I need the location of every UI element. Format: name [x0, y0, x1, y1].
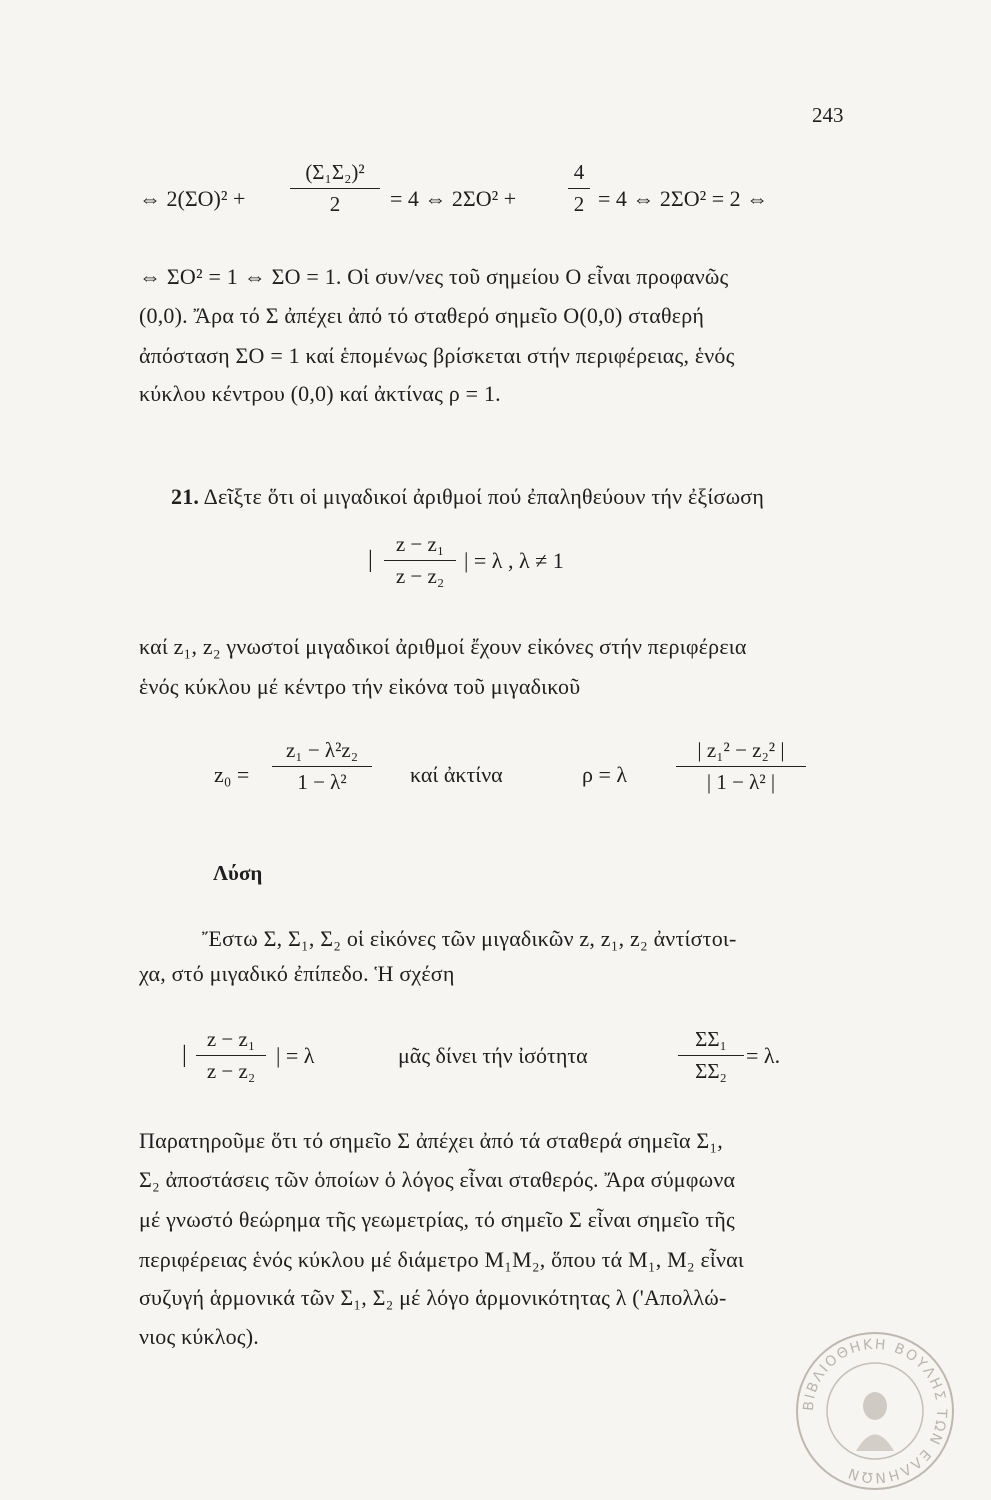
fraction-denominator: 2: [329, 192, 341, 217]
text-line: Ἔστω Σ, Σ₁, Σ₂ οἱ εἰκόνες τῶν μιγαδικῶν z, z₁, z₂ ἀντίστοι-: [202, 926, 737, 951]
fraction-numerator: z − z₁: [395, 532, 445, 556]
fraction-denominator: | 1 − λ² |: [706, 770, 776, 795]
solution-heading: Λύση: [213, 861, 263, 885]
library-stamp-icon: [790, 1326, 960, 1496]
z0-label: z₀ =: [214, 762, 250, 787]
equation-right-side: | = λ: [276, 1043, 315, 1068]
stamp-figure-body: [856, 1435, 894, 1452]
fraction-z-ratio: [384, 532, 456, 589]
fraction-numerator: (Σ₁Σ₂)²: [305, 160, 365, 184]
fraction-bar: [676, 766, 806, 767]
radius-text: καί ἀκτίνα: [410, 762, 503, 787]
gives-text: μᾶς δίνει τήν ἰσότητα: [398, 1043, 588, 1068]
equation-line-1-part-b: = 4 ⇔ 2ΣΟ² +: [390, 186, 517, 211]
equation-line-1-part-a: ⇔ 2(ΣΟ)² +: [139, 186, 246, 211]
rho-label: ρ = λ: [582, 762, 628, 787]
text-line: καί z₁, z₂ γνωστοί μιγαδικοί ἀριθμοί ἔχουν εἰκόνες στήν περιφέρεια: [139, 634, 747, 659]
fraction-numerator: z − z₁: [206, 1027, 256, 1051]
fraction-four-halves: [568, 160, 590, 217]
equation-right-side: | = λ , λ ≠ 1: [464, 548, 564, 573]
problem-statement: [171, 484, 764, 510]
abs-bar-left: |: [182, 1042, 187, 1068]
fraction-denominator: z − z₂: [206, 1059, 256, 1084]
fraction-sigma-squared: [290, 160, 380, 217]
fraction-bar: [272, 766, 372, 767]
text-line: συζυγή ἁρμονικά τῶν Σ₁, Σ₂ μέ λόγο ἁρμονικότητας λ ('Απολλώ-: [139, 1285, 727, 1310]
problem-number: 21.: [171, 484, 200, 509]
text-line: ⇔ ΣΟ² = 1 ⇔ ΣΟ = 1. Οἱ συν/νες τοῦ σημείου Ο εἶναι προφανῶς: [139, 264, 729, 289]
ratio-right-side: = λ.: [746, 1043, 781, 1068]
text-line: Σ₂ ἀποστάσεις τῶν ὁποίων ὁ λόγος εἶναι σταθερός. Ἄρα σύμφωνα: [139, 1167, 736, 1192]
fraction-denominator: ΣΣ₂: [695, 1059, 727, 1084]
fraction-bar: [568, 188, 590, 189]
fraction-z-ratio: [196, 1027, 266, 1084]
text-line: νιος κύκλος).: [139, 1324, 259, 1349]
fraction-bar: [384, 560, 456, 561]
text-line: κύκλου κέντρου (0,0) καί ἀκτίνας ρ = 1.: [139, 381, 501, 406]
fraction-denominator: 2: [573, 192, 585, 217]
text-line: χα, στό μιγαδικό ἐπίπεδο. Ἡ σχέση: [139, 961, 455, 986]
stamp-figure-head: [863, 1392, 887, 1420]
fraction-denominator: 1 − λ²: [297, 770, 347, 795]
stamp-text: ΒΙΒΛΙΟΘΗΚΗ ΒΟΥΛΗΣ ΤΩΝ ΕΛΛΗΝΩΝ: [800, 1336, 950, 1486]
fraction-numerator: | z₁² − z₂² |: [697, 738, 785, 762]
fraction-numerator: 4: [573, 160, 585, 184]
text-line: ἑνός κύκλου μέ κέντρο τήν εἰκόνα τοῦ μιγαδικοῦ: [139, 674, 581, 699]
text-line: ἀπόσταση ΣΟ = 1 καί ἑπομένως βρίσκεται στήν περιφέρειας, ἑνός: [139, 343, 735, 368]
fraction-z0: [272, 738, 372, 795]
fraction-bar: [196, 1055, 266, 1056]
text-line: περιφέρειας ἑνός κύκλου μέ διάμετρο Μ₁Μ₂, ὅπου τά Μ₁, Μ₂ εἶναι: [139, 1247, 745, 1272]
text-line: μέ γνωστό θεώρημα τῆς γεωμετρίας, τό σημεῖο Σ εἶναι σημεῖο τῆς: [139, 1207, 735, 1232]
fraction-numerator: ΣΣ₁: [695, 1027, 727, 1051]
text-line: (0,0). Ἄρα τό Σ ἀπέχει ἀπό τό σταθερό σημεῖο Ο(0,0) σταθερή: [139, 303, 705, 328]
fraction-rho: [676, 738, 806, 795]
page-number: 243: [812, 103, 844, 127]
fraction-sigma-ratio: [678, 1027, 744, 1084]
fraction-numerator: z₁ − λ²z₂: [285, 738, 359, 762]
problem-text: Δεῖξτε ὅτι οἱ μιγαδικοί ἀριθμοί πού ἐπαληθεύουν τήν ἐξίσωση: [203, 484, 765, 509]
fraction-denominator: z − z₂: [395, 564, 445, 589]
text-line: Παρατηροῦμε ὅτι τό σημεῖο Σ ἀπέχει ἀπό τά σταθερά σημεῖα Σ₁,: [139, 1128, 724, 1153]
fraction-bar: [678, 1055, 744, 1056]
equation-line-1-part-c: = 4 ⇔ 2ΣΟ² = 2 ⇔: [598, 186, 769, 211]
fraction-bar: [290, 188, 380, 189]
abs-bar-left: |: [368, 547, 373, 573]
